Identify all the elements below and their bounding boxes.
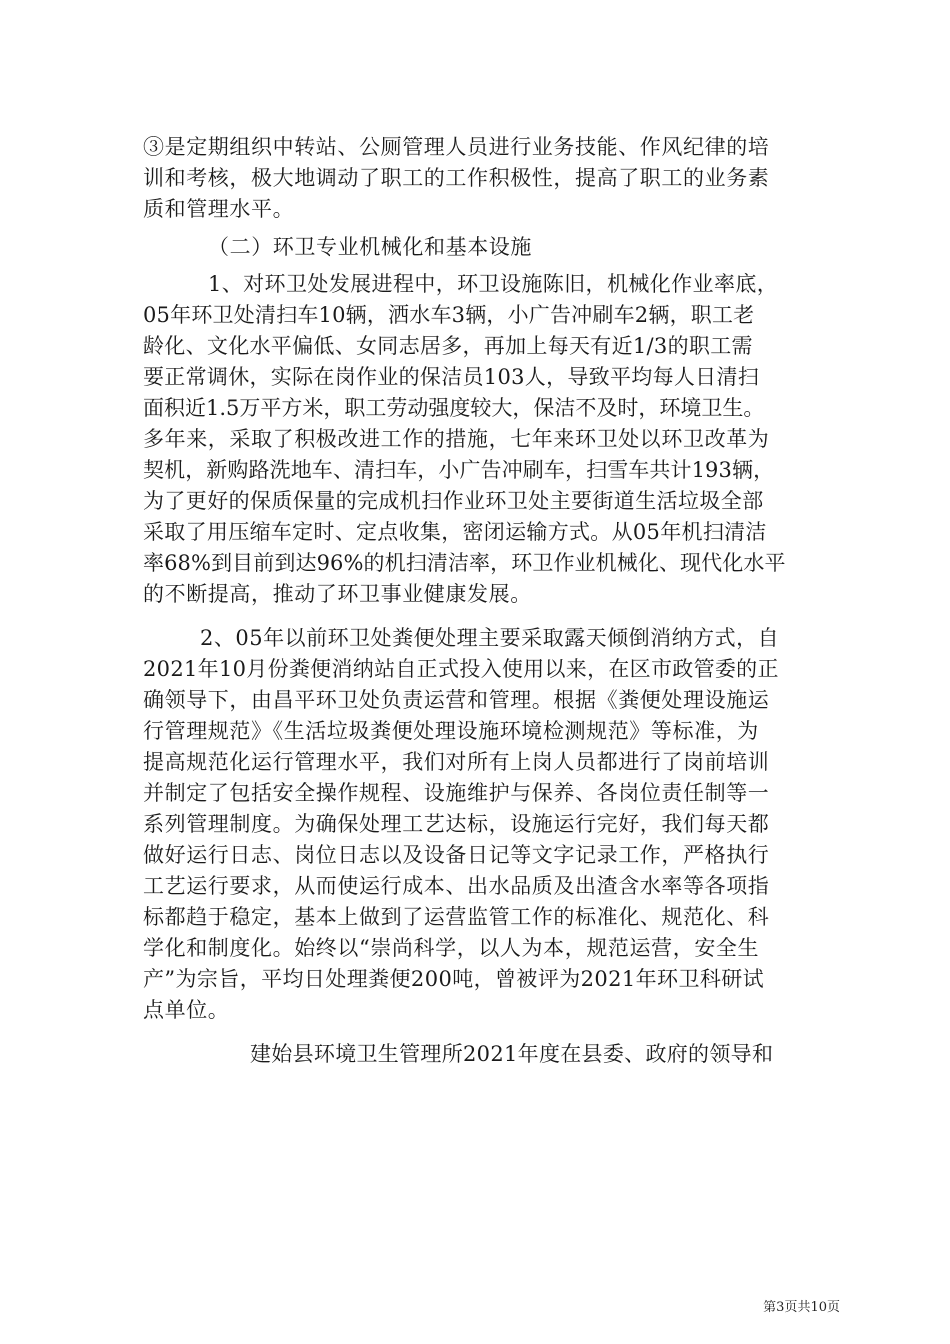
text-line: 契机，新购路洗地车、清扫车，小广告冲刷车，扫雪车共计193辆， [143, 458, 775, 482]
text-line: 面积近1.5万平方米，职工劳动强度较大，保洁不及时，环境卫生。 [143, 396, 765, 420]
text-line: 2、05年以前环卫处粪便处理主要采取露天倾倒消纳方式，自 [200, 626, 780, 650]
text-line: 做好运行日志、岗位日志以及设备日记等文字记录工作，严格执行 [143, 843, 770, 867]
text-line: ③是定期组织中转站、公厕管理人员进行业务技能、作风纪律的培 [143, 135, 770, 159]
text-line: 并制定了包括安全操作规程、设施维护与保养、各岗位责任制等一 [143, 781, 770, 805]
text-line: 质和管理水平。 [143, 197, 295, 221]
text-line: 采取了用压缩车定时、定点收集，密闭运输方式。从05年机扫清洁 [143, 520, 767, 544]
text-line: 点单位。 [143, 998, 230, 1022]
page-footer: 第3页共10页 [763, 1300, 840, 1315]
text-line: 提高规范化运行管理水平，我们对所有上岗人员都进行了岗前培训 [143, 750, 770, 774]
text-line: （二）环卫专业机械化和基本设施 [208, 235, 532, 259]
text-line: 确领导下，由昌平环卫处负责运营和管理。根据《粪便处理设施运 [143, 688, 770, 712]
text-line: 1、对环卫处发展进程中，环卫设施陈旧，机械化作业率底， [208, 272, 779, 296]
text-line: 多年来，采取了积极改进工作的措施，七年来环卫处以环卫改革为 [143, 427, 770, 451]
text-line: 产”为宗旨，平均日处理粪便200吨，曾被评为2021年环卫科研试 [143, 967, 765, 991]
text-line: 工艺运行要求，从而使运行成本、出水品质及出渣含水率等各项指 [143, 874, 770, 898]
text-line: 率68%到目前到达96%的机扫清洁率，环卫作业机械化、现代化水平 [143, 551, 786, 575]
text-line: 要正常调休，实际在岗作业的保洁员103人，导致平均每人日清扫 [143, 365, 760, 389]
text-line: 建始县环境卫生管理所2021年度在县委、政府的领导和 [250, 1042, 774, 1066]
text-line: 龄化、文化水平偏低、女同志居多，再加上每天有近1/3的职工需 [143, 334, 753, 358]
text-line: 标都趋于稳定，基本上做到了运营监管工作的标准化、规范化、科 [143, 905, 770, 929]
text-line: 为了更好的保质保量的完成机扫作业环卫处主要街道生活垃圾全部 [143, 489, 764, 513]
text-line: 05年环卫处清扫车10辆，洒水车3辆，小广告冲刷车2辆，职工老 [143, 303, 755, 327]
text-line: 训和考核，极大地调动了职工的工作积极性，提高了职工的业务素 [143, 166, 770, 190]
text-line: 行管理规范》《生活垃圾粪便处理设施环境检测规范》等标准，为 [143, 719, 759, 743]
text-line: 2021年10月份粪便消纳站自正式投入使用以来，在区市政管委的正 [143, 657, 779, 681]
text-line: 系列管理制度。为确保处理工艺达标，设施运行完好，我们每天都 [143, 812, 770, 836]
text-line: 学化和制度化。始终以“崇尚科学，以人为本，规范运营，安全生 [143, 936, 760, 960]
text-line: 的不断提高，推动了环卫事业健康发展。 [143, 582, 532, 606]
